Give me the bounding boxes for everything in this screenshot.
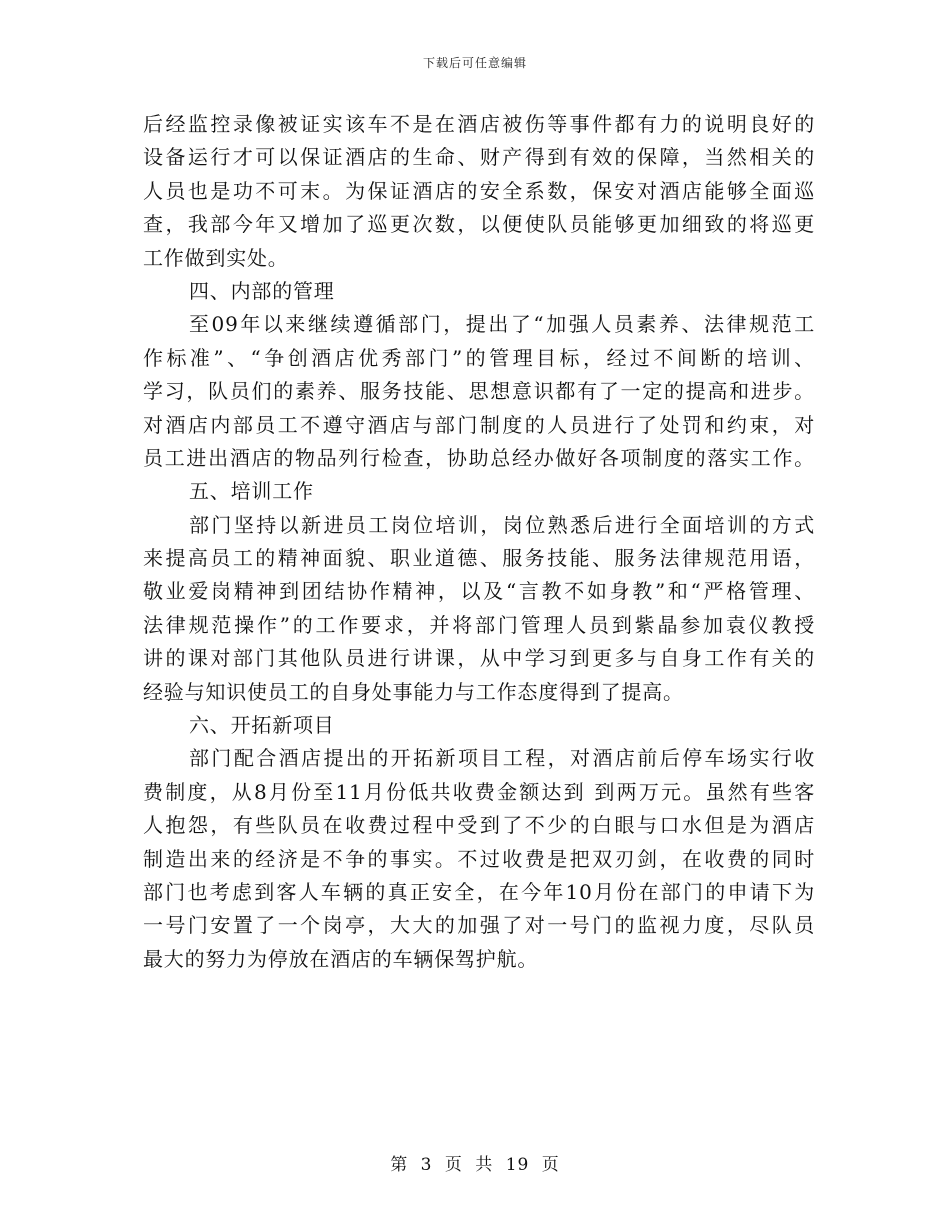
paragraph-line: 讲的课对部门其他队员进行讲课，从中学习到更多与自身工作有关的 <box>143 646 815 671</box>
document-body <box>143 108 815 976</box>
paragraph-line: 来提高员工的精神面貌、职业道德、服务技能、服务法律规范用语， <box>143 546 815 571</box>
paragraph-line: 经验与知识使员工的自身处事能力与工作态度得到了提高。 <box>143 679 684 704</box>
paragraph-line: 对酒店内部员工不遵守酒店与部门制度的人员进行了处罚和约束，对 <box>143 412 815 437</box>
paragraph-line: 一号门安置了一个岗亭，大大的加强了对一号门的监视力度，尽队员 <box>143 913 815 938</box>
paragraph-line: 部门坚持以新进员工岗位培训，岗位熟悉后进行全面培训的方式 <box>189 512 815 537</box>
paragraph-line: 敬业爱岗精神到团结协作精神，以及“言教不如身教”和“严格管理、 <box>143 579 815 604</box>
paragraph-line: 学习，队员们的素养、服务技能、思想意识都有了一定的提高和进步。 <box>143 379 815 404</box>
page-number-footer: 第 3 页 共 19 页 <box>390 1155 560 1175</box>
paragraph-line: 最大的努力为停放在酒店的车辆保驾护航。 <box>143 946 539 971</box>
paragraph-line: 人员也是功不可末。为保证酒店的安全系数，保安对酒店能够全面巡 <box>143 178 815 203</box>
paragraph-line: 人抱怨，有些队员在收费过程中受到了不少的白眼与口水但是为酒店 <box>143 813 815 838</box>
paragraph-line: 作标准”、“争创酒店优秀部门”的管理目标，经过不间断的培训、 <box>143 345 815 370</box>
section-heading: 四、内部的管理 <box>189 278 335 303</box>
paragraph-line: 后经监控录像被证实该车不是在酒店被伤等事件都有力的说明良好的 <box>143 112 815 136</box>
paragraph-line: 制造出来的经济是不争的事实。不过收费是把双刃剑，在收费的同时 <box>143 846 815 871</box>
paragraph-line: 员工进出酒店的物品列行检查，协助总经办做好各项制度的落实工作。 <box>143 445 815 470</box>
paragraph-line: 部门配合酒店提出的开拓新项目工程，对酒店前后停车场实行收 <box>189 746 815 771</box>
paragraph-line: 至09年以来继续遵循部门，提出了“加强人员素养、法律规范工 <box>189 312 815 337</box>
paragraph-line: 部门也考虑到客人车辆的真正安全，在今年10月份在部门的申请下为 <box>143 879 815 904</box>
page-header-note: 下载后可任意编辑 <box>422 56 527 70</box>
paragraph-line: 工作做到实处。 <box>143 245 289 270</box>
paragraph-line: 法律规范操作”的工作要求，并将部门管理人员到紫晶参加袁仪教授 <box>143 612 815 637</box>
section-heading: 六、开拓新项目 <box>189 713 335 738</box>
paragraph-line: 设备运行才可以保证酒店的生命、财产得到有效的保障，当然相关的 <box>143 145 815 170</box>
section-heading: 五、培训工作 <box>189 479 314 504</box>
paragraph-line: 费制度，从8月份至11月份低共收费金额达到 到两万元。虽然有些客 <box>143 779 815 804</box>
paragraph-line: 查，我部今年又增加了巡更次数，以便使队员能够更加细致的将巡更 <box>143 212 815 237</box>
